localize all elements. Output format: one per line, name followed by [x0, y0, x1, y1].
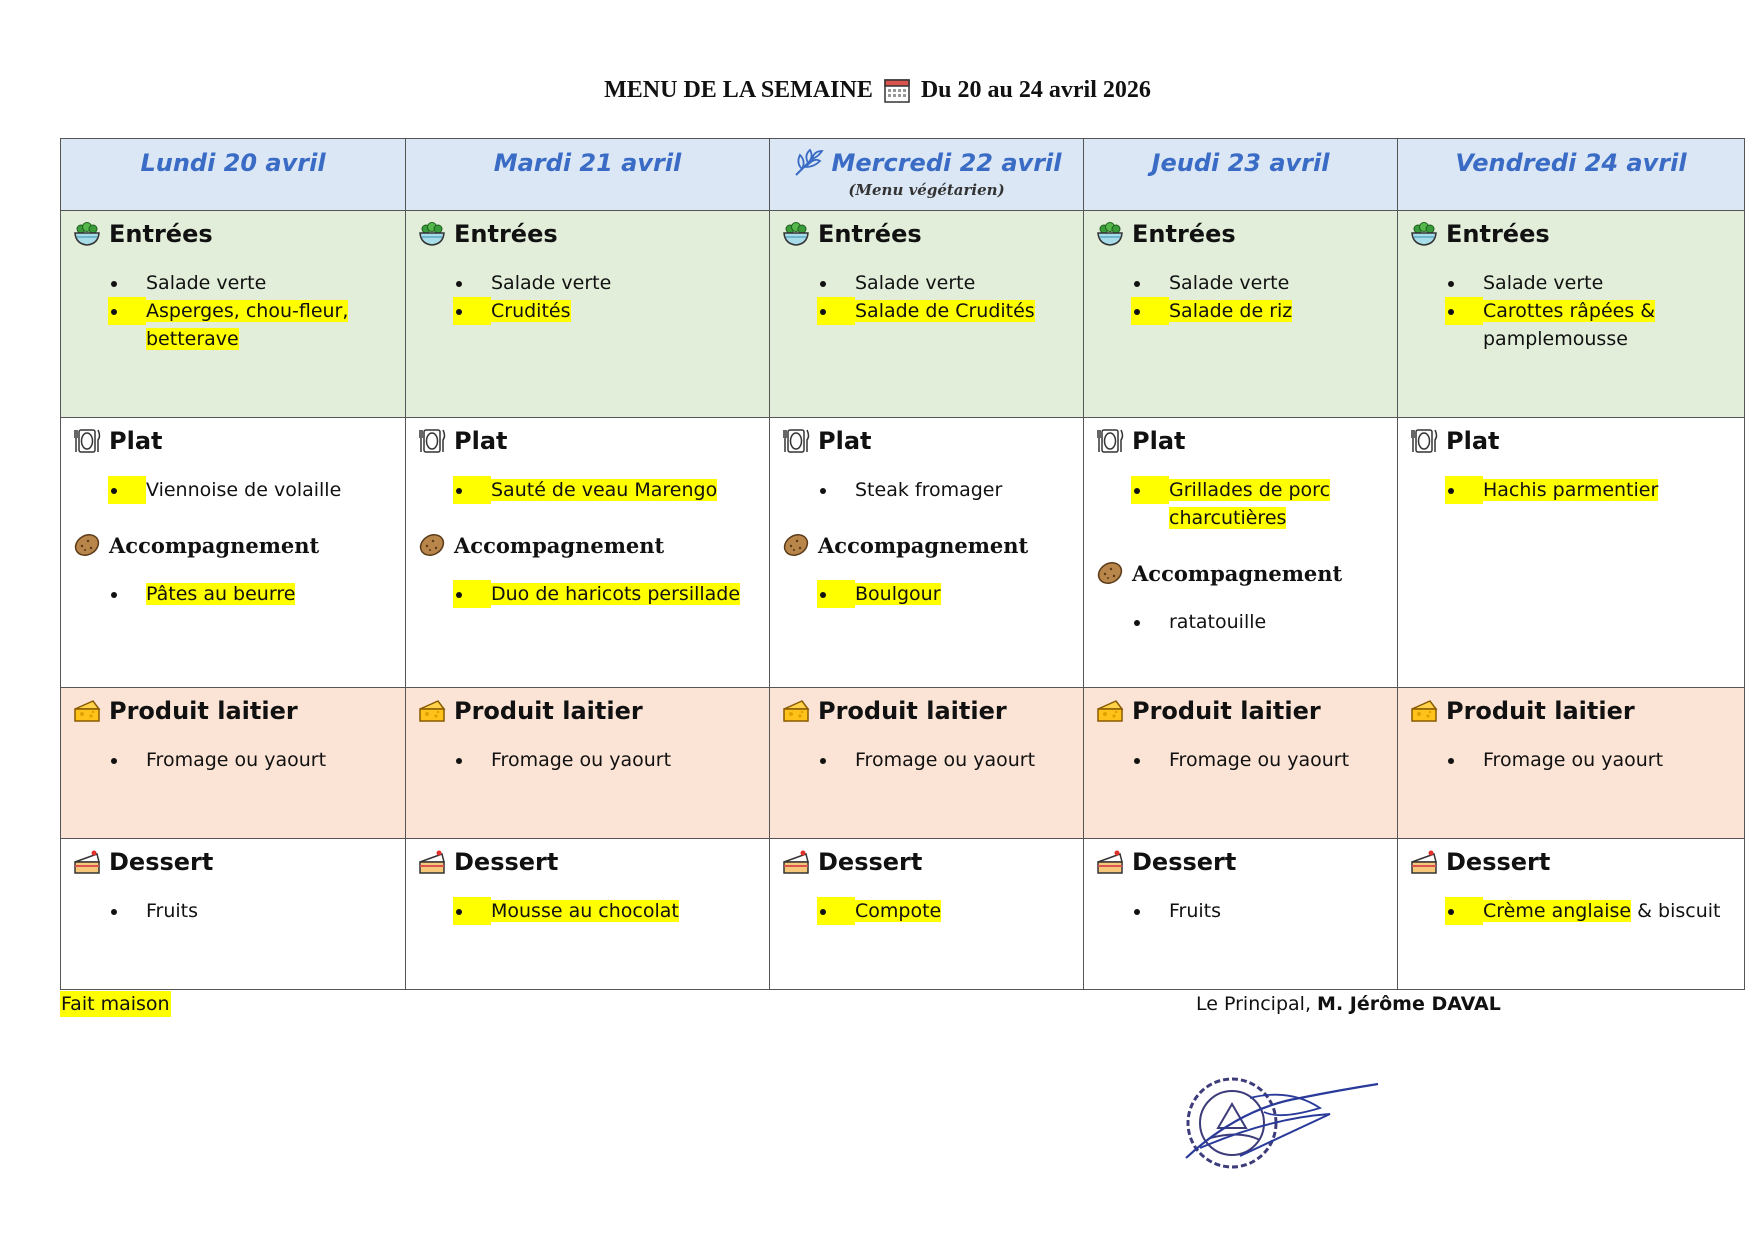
plate-cutlery-icon [1096, 427, 1124, 455]
day-name: Mardi 21 avril [493, 149, 682, 177]
list-item: Viennoise de volaille [73, 476, 393, 504]
plate-cutlery-icon [1410, 427, 1438, 455]
leaf-icon [792, 147, 824, 179]
section-label: Dessert [454, 848, 559, 876]
day-header-monday [61, 139, 406, 211]
section-label: Accompagnement [454, 532, 665, 558]
cake-icon [1410, 848, 1438, 876]
list-item: Salade verte [782, 269, 1071, 297]
cake-icon [73, 848, 101, 876]
list-item: ratatouille [1096, 608, 1385, 636]
section-label: Produit laitier [454, 697, 643, 725]
menu-table [60, 138, 1745, 990]
day-name: Vendredi 24 avril [1455, 149, 1687, 177]
salad-bowl-icon [1096, 220, 1124, 248]
cake-icon [782, 848, 810, 876]
plat-cell [1084, 418, 1398, 688]
plat-cell [770, 418, 1084, 688]
list-item: Fromage ou yaourt [782, 746, 1071, 774]
section-label: Dessert [1132, 848, 1237, 876]
title-left: MENU DE LA SEMAINE [604, 76, 873, 103]
lait-cell [61, 688, 406, 839]
section-label: Produit laitier [818, 697, 1007, 725]
day-name: Lundi 20 avril [140, 149, 326, 177]
entrees-cell [61, 211, 406, 418]
list-item: Sauté de veau Marengo [418, 476, 757, 504]
plate-cutlery-icon [73, 427, 101, 455]
potato-icon [1096, 559, 1124, 587]
entrees-cell [1398, 211, 1745, 418]
page-title [0, 76, 1755, 104]
lait-cell [1398, 688, 1745, 839]
list-item: Pâtes au beurre [73, 580, 393, 608]
list-item: Compote [782, 897, 1071, 925]
entrees-cell [770, 211, 1084, 418]
day-name: Jeudi 23 avril [1151, 149, 1330, 177]
homemade-legend: Fait maison [61, 993, 170, 1015]
dessert-row [61, 839, 1745, 990]
day-header-tuesday [406, 139, 770, 211]
list-item: Crème anglaise & biscuit [1410, 897, 1732, 925]
section-label: Produit laitier [109, 697, 298, 725]
section-label: Entrées [109, 220, 213, 248]
potato-icon [418, 531, 446, 559]
plate-cutlery-icon [782, 427, 810, 455]
day-name: Mercredi 22 avril [831, 149, 1062, 177]
section-label: Plat [818, 427, 872, 455]
cheese-icon [1410, 697, 1438, 725]
list-item: Asperges, chou-fleur, betterave [73, 297, 393, 353]
list-item: Salade de riz [1096, 297, 1385, 325]
entrees-row [61, 211, 1745, 418]
cheese-icon [782, 697, 810, 725]
list-item: Hachis parmentier [1410, 476, 1732, 504]
section-label: Accompagnement [1132, 560, 1343, 586]
list-item: Fromage ou yaourt [1410, 746, 1732, 774]
plat-row [61, 418, 1745, 688]
plat-cell [1398, 418, 1745, 688]
dessert-cell [1084, 839, 1398, 990]
section-label: Plat [454, 427, 508, 455]
lait-cell [1084, 688, 1398, 839]
dessert-cell [61, 839, 406, 990]
signature-line: Le Principal, M. Jérôme DAVAL [1196, 993, 1501, 1015]
section-label: Plat [1132, 427, 1186, 455]
list-item: Salade verte [1096, 269, 1385, 297]
section-label: Plat [109, 427, 163, 455]
day-header-thursday [1084, 139, 1398, 211]
section-label: Produit laitier [1132, 697, 1321, 725]
list-item: Crudités [418, 297, 757, 325]
list-item: Carottes râpées & pamplemousse [1410, 297, 1732, 353]
entrees-cell [1084, 211, 1398, 418]
plat-cell [61, 418, 406, 688]
list-item: Fruits [1096, 897, 1385, 925]
produit-laitier-row [61, 688, 1745, 839]
day-header-friday [1398, 139, 1745, 211]
cake-icon [1096, 848, 1124, 876]
list-item: Grillades de porc charcutières [1096, 476, 1385, 532]
section-label: Accompagnement [818, 532, 1029, 558]
salad-bowl-icon [418, 220, 446, 248]
day-header-wednesday [770, 139, 1084, 211]
list-item: Salade verte [1410, 269, 1732, 297]
section-label: Entrées [818, 220, 922, 248]
potato-icon [73, 531, 101, 559]
title-right: Du 20 au 24 avril 2026 [920, 76, 1151, 103]
plat-cell [406, 418, 770, 688]
list-item: Salade verte [418, 269, 757, 297]
list-item: Mousse au chocolat [418, 897, 757, 925]
cheese-icon [418, 697, 446, 725]
list-item: Salade verte [73, 269, 393, 297]
cheese-icon [1096, 697, 1124, 725]
section-label: Produit laitier [1446, 697, 1635, 725]
list-item: Boulgour [782, 580, 1071, 608]
salad-bowl-icon [73, 220, 101, 248]
list-item: Fromage ou yaourt [73, 746, 393, 774]
cake-icon [418, 848, 446, 876]
section-label: Entrées [1132, 220, 1236, 248]
list-item: Duo de haricots persillade [418, 580, 757, 608]
section-label: Dessert [109, 848, 214, 876]
plate-cutlery-icon [418, 427, 446, 455]
potato-icon [782, 531, 810, 559]
section-label: Plat [1446, 427, 1500, 455]
salad-bowl-icon [782, 220, 810, 248]
section-label: Entrées [1446, 220, 1550, 248]
section-label: Dessert [1446, 848, 1551, 876]
day-header-row [61, 139, 1745, 211]
section-label: Accompagnement [109, 532, 320, 558]
cheese-icon [73, 697, 101, 725]
section-label: Dessert [818, 848, 923, 876]
lait-cell [770, 688, 1084, 839]
vegetarian-note: (Menu végétarien) [848, 181, 1005, 199]
list-item: Fromage ou yaourt [418, 746, 757, 774]
section-label: Entrées [454, 220, 558, 248]
calendar-icon [883, 76, 911, 104]
dessert-cell [1398, 839, 1745, 990]
list-item: Fruits [73, 897, 393, 925]
lait-cell [406, 688, 770, 839]
list-item: Fromage ou yaourt [1096, 746, 1385, 774]
dessert-cell [770, 839, 1084, 990]
list-item: Steak fromager [782, 476, 1071, 504]
salad-bowl-icon [1410, 220, 1438, 248]
entrees-cell [406, 211, 770, 418]
dessert-cell [406, 839, 770, 990]
list-item: Salade de Crudités [782, 297, 1071, 325]
stamp-signature-image [1180, 1068, 1380, 1178]
